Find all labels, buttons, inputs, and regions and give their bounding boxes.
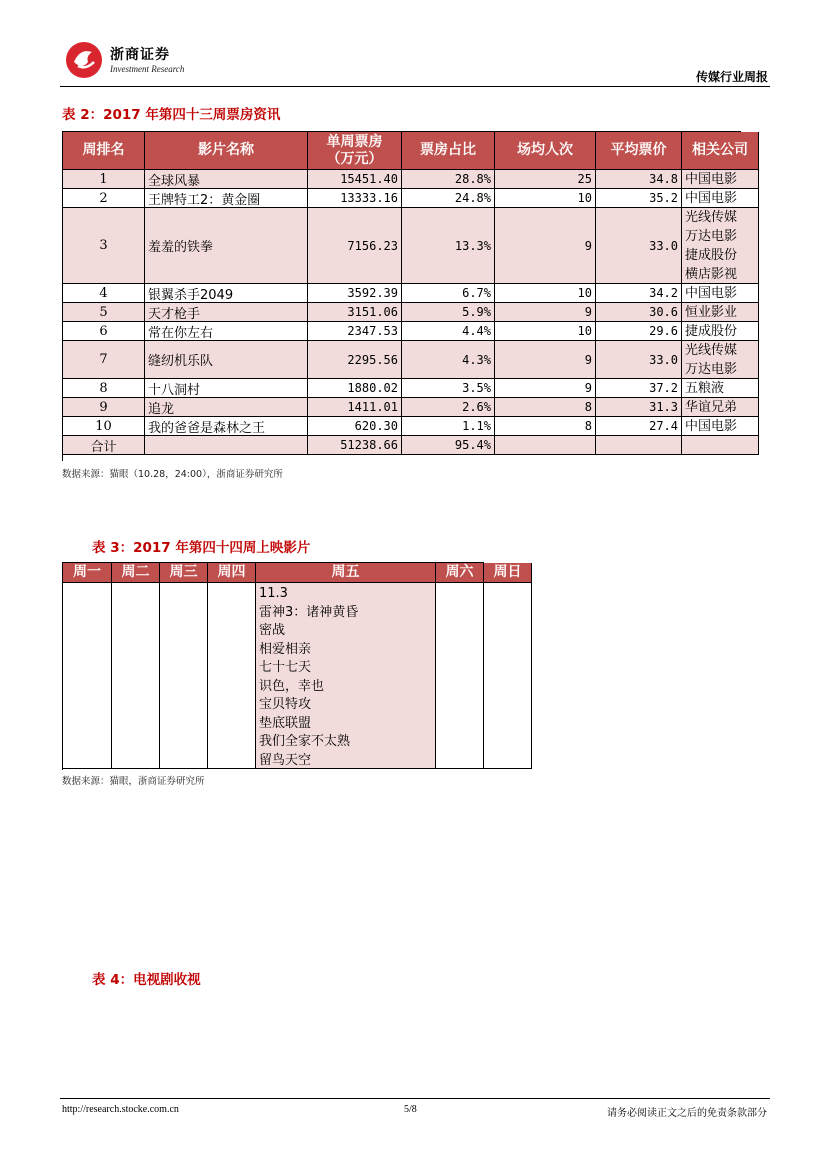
table2-header-4: 场均人次 [495,132,596,170]
header-divider [60,86,770,87]
company-name: 中国电影 [685,418,738,434]
box-office-table [62,131,748,461]
share-cell: 13.3% [402,208,495,284]
avg-price-cell: 31.3 [596,398,682,417]
release-film-title: 识色，幸也 [259,678,325,694]
total-box-office-cell: 51238.66 [308,436,402,455]
avg-price-cell: 27.4 [596,417,682,436]
film-name-cell: 王牌特工2：黄金圈 [145,189,308,208]
film-name-cell: 十八洞村 [145,379,308,398]
footer-url[interactable]: http://research.stocke.com.cn [62,1104,179,1115]
avg-price-cell: 37.2 [596,379,682,398]
table3-source: 数据来源：猫眼，浙商证券研究所 [62,776,205,787]
company-name: 捷成股份 [685,247,738,263]
box-office-cell: 2295.56 [308,341,402,379]
day-cell-4 [256,583,436,769]
companies-cell [682,341,759,379]
avg-price-cell: 34.2 [596,284,682,303]
avg-attendance-cell: 10 [495,189,596,208]
companies-cell [682,379,759,398]
avg-price-cell: 33.0 [596,208,682,284]
film-name-cell: 羞羞的铁拳 [145,208,308,284]
share-cell: 2.6% [402,398,495,417]
company-name: 光线传媒 [685,209,738,225]
company-name: 横店影视 [685,266,738,282]
table3-header-6: 周日 [484,563,532,583]
companies-cell [682,398,759,417]
company-name: 中国电影 [685,190,738,206]
avg-attendance-cell: 10 [495,322,596,341]
company-name: 万达电影 [685,228,738,244]
film-name-cell: 我的爸爸是森林之王 [145,417,308,436]
box-office-cell: 13333.16 [308,189,402,208]
companies-cell [682,208,759,284]
share-cell: 3.5% [402,379,495,398]
avg-price-cell: 30.6 [596,303,682,322]
day-cell-3 [208,583,256,769]
page-header [60,40,770,88]
avg-attendance-cell: 25 [495,170,596,189]
box-office-cell: 15451.40 [308,170,402,189]
table2-header-6: 相关公司 [682,132,759,170]
day-cell-6 [484,583,532,769]
logo-text-cn: 浙商证券 [110,47,170,63]
page-number: 5/8 [404,1104,417,1115]
table2-header-5: 平均票价 [596,132,682,170]
share-cell: 28.8% [402,170,495,189]
release-film-title: 雷神3：诸神黄昏 [259,604,359,620]
table2-header-1: 影片名称 [145,132,308,170]
release-schedule-table [62,562,522,770]
avg-price-cell: 33.0 [596,341,682,379]
share-cell: 24.8% [402,189,495,208]
table3-header-0: 周一 [63,563,112,583]
avg-attendance-cell: 9 [495,208,596,284]
box-office-cell: 620.30 [308,417,402,436]
box-office-cell: 1411.01 [308,398,402,417]
film-name-cell: 天才枪手 [145,303,308,322]
release-film-title: 相爱相亲 [259,641,312,657]
day-cell-5 [436,583,484,769]
box-office-cell: 3592.39 [308,284,402,303]
table2-caption: 表 2：2017 年第四十三周票房资讯 [62,107,281,123]
companies-cell [682,189,759,208]
avg-price-cell: 29.6 [596,322,682,341]
rank-cell: 1 [63,170,145,189]
release-film-title: 七十七天 [259,660,312,675]
rank-cell: 5 [63,303,145,322]
avg-price-cell: 35.2 [596,189,682,208]
share-cell: 1.1% [402,417,495,436]
total-empty-cell [682,436,759,455]
avg-attendance-cell: 8 [495,417,596,436]
table3-header-3: 周四 [208,563,256,583]
table2-source: 数据来源：猫眼（10.28，24:00），浙商证券研究所 [62,469,283,480]
day-cell-2 [160,583,208,769]
footer-divider [60,1098,770,1099]
avg-price-cell: 34.8 [596,170,682,189]
film-name-cell: 银翼杀手2049 [145,284,308,303]
total-empty-cell [145,436,308,455]
avg-attendance-cell: 9 [495,341,596,379]
table2-header-2: 单周票房（万元） [308,132,402,170]
company-name: 万达电影 [685,361,738,377]
release-film-title: 垫底联盟 [259,715,312,731]
company-name: 捷成股份 [685,323,738,339]
rank-cell: 10 [63,417,145,436]
avg-attendance-cell: 10 [495,284,596,303]
rank-cell: 6 [63,322,145,341]
table2-header-0: 周排名 [63,132,145,170]
box-office-cell: 7156.23 [308,208,402,284]
rank-cell: 7 [63,341,145,379]
avg-attendance-cell: 9 [495,303,596,322]
total-empty-cell [495,436,596,455]
table3-header-1: 周二 [112,563,160,583]
table3-header-4: 周五 [256,563,436,583]
company-name: 光线传媒 [685,342,738,358]
total-empty-cell [596,436,682,455]
film-name-cell: 追龙 [145,398,308,417]
release-film-title: 宝贝特攻 [259,697,312,712]
release-film-title: 留鸟天空 [259,752,312,768]
table4-caption: 表 4：电视剧收视 [92,972,201,988]
film-name-cell: 全球风暴 [145,170,308,189]
share-cell: 5.9% [402,303,495,322]
table2-header-3: 票房占比 [402,132,495,170]
avg-attendance-cell: 8 [495,398,596,417]
release-film-title: 我们全家不太熟 [259,734,351,749]
rank-cell: 8 [63,379,145,398]
release-date: 11.3 [259,586,288,601]
box-office-cell: 2347.53 [308,322,402,341]
table3-header-2: 周三 [160,563,208,583]
table3-caption: 表 3：2017 年第四十四周上映影片 [92,540,311,556]
companies-cell [682,170,759,189]
share-cell: 6.7% [402,284,495,303]
companies-cell [682,417,759,436]
companies-cell [682,284,759,303]
company-name: 五粮液 [685,380,725,396]
company-name: 华谊兄弟 [685,399,738,415]
film-name-cell: 缝纫机乐队 [145,341,308,379]
day-cell-0 [63,583,112,769]
company-name: 中国电影 [685,285,738,301]
rank-cell: 3 [63,208,145,284]
footer-disclaimer: 请务必阅读正文之后的免责条款部分 [607,1108,767,1119]
logo-text-en: Investment Research [110,64,185,74]
zheshang-logo-icon [64,40,104,80]
companies-cell [682,303,759,322]
day-cell-1 [112,583,160,769]
report-type: 传媒行业周报 [695,70,768,84]
rank-cell: 2 [63,189,145,208]
rank-cell: 4 [63,284,145,303]
share-cell: 4.4% [402,322,495,341]
company-name: 恒业影业 [685,304,738,320]
total-label-cell: 合计 [63,436,145,455]
table3-header-5: 周六 [436,563,484,583]
total-share-cell: 95.4% [402,436,495,455]
box-office-cell: 3151.06 [308,303,402,322]
film-name-cell: 常在你左右 [145,322,308,341]
avg-attendance-cell: 9 [495,379,596,398]
release-film-title: 密战 [259,623,286,638]
rank-cell: 9 [63,398,145,417]
companies-cell [682,322,759,341]
share-cell: 4.3% [402,341,495,379]
company-name: 中国电影 [685,171,738,187]
box-office-cell: 1880.02 [308,379,402,398]
